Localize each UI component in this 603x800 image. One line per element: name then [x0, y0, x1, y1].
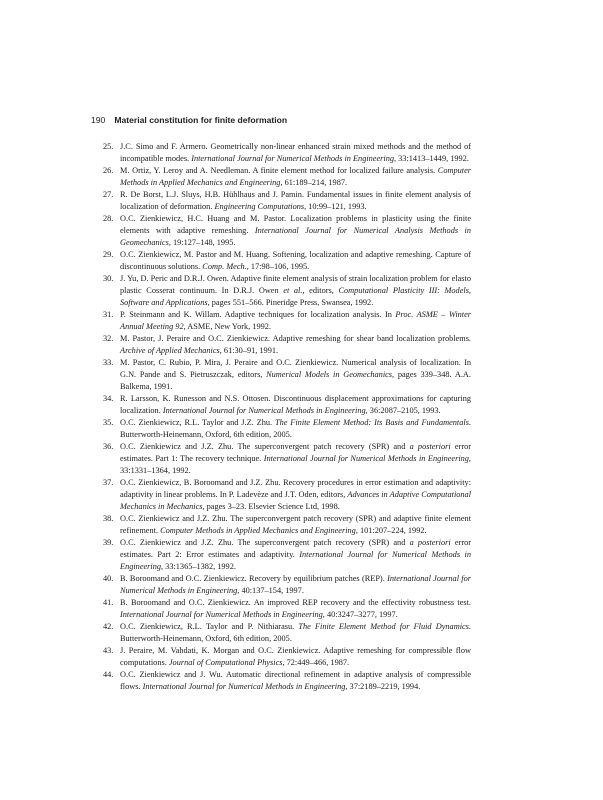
reference-italic-text: Proc. ASME – Winter Annual Meeting 92 [120, 310, 472, 331]
reference-italic-text: Advances in Adaptive Computational Mechanics in Mechanics [120, 490, 471, 511]
reference-italic-text: International Journal for Numerical Methods in Engineering [120, 610, 323, 619]
reference-item [103, 273, 471, 309]
reference-text: , 61:189–214, 1987. [280, 178, 348, 187]
reference-number: 28. [103, 214, 114, 223]
reference-item [103, 573, 471, 597]
reference-number: 43. [103, 646, 114, 655]
reference-text: B. Boroomand and O.C. Zienkiewicz. An improved REP recovery and the effectivity robustness test. [120, 598, 471, 607]
page-number: 190 [91, 115, 106, 125]
reference-italic-text: International Journal for Numerical Analysis Methods in Geomechanics [120, 226, 471, 247]
reference-italic-text: Archive of Applied Mechanics [120, 346, 220, 355]
reference-italic-text: Computer Methods in Applied Mechanics and Engineering [160, 526, 356, 535]
reference-italic-text: International Journal for Numerical Methods in Engineering [120, 550, 471, 571]
reference-italic-text: International Journal for Numerical Methods in Engineering [162, 406, 366, 415]
reference-number: 36. [103, 442, 114, 451]
reference-italic-text: The Finite Element Method: Its Basis and Fundamentals [274, 418, 469, 427]
reference-number: 25. [103, 142, 114, 151]
reference-text: M. Pastor, J. Peraire and O.C. Zienkiewicz. Adaptive remeshing for shear band localization problems. [120, 334, 471, 343]
reference-text: error estimates. Part 2: Error estimates and adaptivity. [120, 538, 471, 559]
reference-italic-text: International Journal for Numerical Methods in Engineering [142, 682, 346, 691]
reference-text: , 72:449–466, 1987. [282, 658, 350, 667]
reference-italic-text: Computational Plasticity III: Models, Software and Applications [120, 286, 471, 307]
reference-number: 34. [103, 394, 114, 403]
reference-item [103, 249, 471, 273]
reference-text: , 33:1331–1364, 1992. [120, 454, 471, 475]
reference-text: , 101:207–224, 1992. [355, 526, 427, 535]
reference-text: O.C. Zienkiewicz, R.L. Taylor and P. Nithiarasu. [120, 622, 299, 631]
reference-text: R. Larsson, K. Runesson and N.S. Ottosen. Discontinuous displacement approximations for capturing localization. [120, 394, 471, 415]
reference-item [103, 165, 471, 189]
reference-number: 31. [103, 310, 114, 319]
reference-text: O.C. Zienkiewicz and J.Z. Zhu. The superconvergent patch recovery (SPR) and adaptive finite element refinement. [120, 514, 471, 535]
reference-number: 26. [103, 166, 114, 175]
reference-item [103, 213, 471, 249]
reference-item [103, 417, 471, 441]
reference-text: R. De Borst, L.J. Sluys, H.B. Hühlhaus and J. Pamin. Fundamental issues in finite element analysis of localization of deformation. [120, 190, 471, 211]
reference-number: 39. [103, 538, 114, 547]
reference-item [103, 669, 471, 693]
reference-number: 44. [103, 670, 114, 679]
reference-italic-text: International Journal for Numerical Methods in Engineering [120, 574, 471, 595]
reference-number: 40. [103, 574, 114, 583]
reference-number: 41. [103, 598, 114, 607]
reference-item [103, 357, 471, 393]
reference-text: O.C. Zienkiewicz and J.Z. Zhu. The superconvergent patch recovery (SPR) and [120, 538, 410, 547]
reference-italic-text: The Finite Element Method for Fluid Dynamics [298, 622, 469, 631]
reference-text: P. Steinmann and K. Willam. Adaptive techniques for localization analysis. In [120, 310, 396, 319]
reference-item [103, 621, 471, 645]
reference-text: O.C. Zienkiewicz, B. Boroomand and J.Z. Zhu. Recovery procedures in error estimation and adaptivity: adaptivity in linear problems. In P. Ladevèze and J.T. Oden, editors, [120, 478, 471, 499]
reference-italic-text: International Journal for Numerical Methods in Engineering [263, 454, 469, 463]
reference-number: 29. [103, 250, 114, 259]
reference-text: J.C. Simo and F. Armero. Geometrically non-linear enhanced strain mixed methods and the method of incompatible modes. [120, 142, 471, 163]
reference-text: , 10:99–121, 1993. [304, 202, 367, 211]
reference-item [103, 393, 471, 417]
reference-text: , editors, [302, 286, 339, 295]
reference-text: B. Boroomand and O.C. Zienkiewicz. Recovery by equilibrium patches (REP). [120, 574, 388, 583]
reference-item [103, 537, 471, 573]
reference-text: , 36:2087–2105, 1993. [365, 406, 441, 415]
reference-text: J. Peraire, M. Vahdati, K. Morgan and O.C. Zienkiewicz. Adaptive remeshing for compressible flow computations. [120, 646, 471, 667]
reference-list [103, 141, 471, 693]
reference-text: , 40:3247–3277, 1997. [322, 610, 398, 619]
reference-text: , 33:1365–1382, 1992. [161, 562, 236, 571]
reference-text: M. Pastor, C. Rubio, P. Mira, J. Peraire and O.C. Zienkiewicz. Numerical analysis of localization. In G.N. Pande and S. Pietruszczak, editors, [120, 358, 471, 379]
reference-italic-text: Engineering Computations [214, 202, 305, 211]
reference-number: 32. [103, 334, 114, 343]
reference-text: J. Yu, D. Peric and D.R.J. Owen. Adaptive finite element analysis of strain localization problem for elasto plastic Cosserat continuum. In D.R.J. Owen [120, 274, 471, 295]
reference-number: 42. [103, 622, 114, 631]
reference-text: , ASME, New York, 1992. [183, 322, 271, 331]
reference-text: . Butterworth-Heinemann, Oxford, 6th edition, 2005. [120, 622, 471, 643]
reference-text: , 37:2189–2219, 1994. [345, 682, 421, 691]
reference-text: O.C. Zienkiewicz, H.C. Huang and M. Pastor. Localization problems in plasticity using the finite elements with adaptive remeshing. [120, 214, 471, 235]
reference-text: M. Ortiz, Y. Leroy and A. Needleman. A finite element method for localized failure analysis. [120, 166, 438, 175]
reference-text: O.C. Zienkiewicz, M. Pastor and M. Huang. Softening, localization and adaptive remeshing. Capture of discontinuous solutions. [120, 250, 471, 271]
reference-text: , pages 551–566. Pineridge Press, Swansea, 1992. [207, 298, 374, 307]
reference-number: 37. [103, 478, 114, 487]
reference-item [103, 309, 471, 333]
reference-italic-text: a posteriori [409, 442, 451, 451]
reference-text: , 40:137–154, 1997. [237, 586, 304, 595]
reference-text: O.C. Zienkiewicz, R.L. Taylor and J.Z. Zhu. [120, 418, 275, 427]
reference-italic-text: Comp. Mech. [202, 262, 247, 271]
reference-text: O.C. Zienkiewicz and J. Wu. Automatic directional refinement in adaptive analysis of compressible flows. [120, 670, 471, 691]
reference-item [103, 189, 471, 213]
reference-text: , 17:98–106, 1995. [246, 262, 310, 271]
reference-number: 30. [103, 274, 114, 283]
reference-text: , pages 3–23. Elsevier Science Ltd, 1998. [202, 502, 340, 511]
reference-text: , 33:1413–1449, 1992. [394, 154, 469, 163]
reference-italic-text: et al. [283, 286, 303, 295]
reference-text: , 19:127–148, 1995. [168, 238, 236, 247]
reference-number: 38. [103, 514, 114, 523]
reference-item [103, 441, 471, 477]
reference-italic-text: a posteriori [409, 538, 451, 547]
running-header [91, 115, 287, 125]
reference-number: 27. [103, 190, 114, 199]
reference-italic-text: Computer Methods in Applied Mechanics and Engineering [120, 166, 471, 187]
reference-item [103, 141, 471, 165]
reference-text: O.C. Zienkiewicz and J.Z. Zhu. The superconvergent patch recovery (SPR) and [120, 442, 410, 451]
reference-text: , 61:30–91, 1991. [219, 346, 279, 355]
reference-text: . Butterworth-Heinemann, Oxford, 6th edition, 2005. [120, 418, 471, 439]
reference-item [103, 333, 471, 357]
reference-item [103, 597, 471, 621]
reference-number: 35. [103, 418, 114, 427]
reference-italic-text: Journal of Computational Physics [168, 658, 283, 667]
reference-italic-text: International Journal for Numerical Methods in Engineering [191, 154, 394, 163]
reference-item [103, 477, 471, 513]
reference-text: error estimates. Part 1: The recovery technique. [120, 442, 471, 463]
reference-number: 33. [103, 358, 114, 367]
reference-italic-text: Numerical Models in Geomechanics [266, 370, 393, 379]
reference-item [103, 645, 471, 669]
running-title: Material constitution for finite deformation [114, 115, 288, 125]
reference-text: , pages 339–348. A.A. Balkema, 1991. [120, 370, 471, 391]
reference-item [103, 513, 471, 537]
